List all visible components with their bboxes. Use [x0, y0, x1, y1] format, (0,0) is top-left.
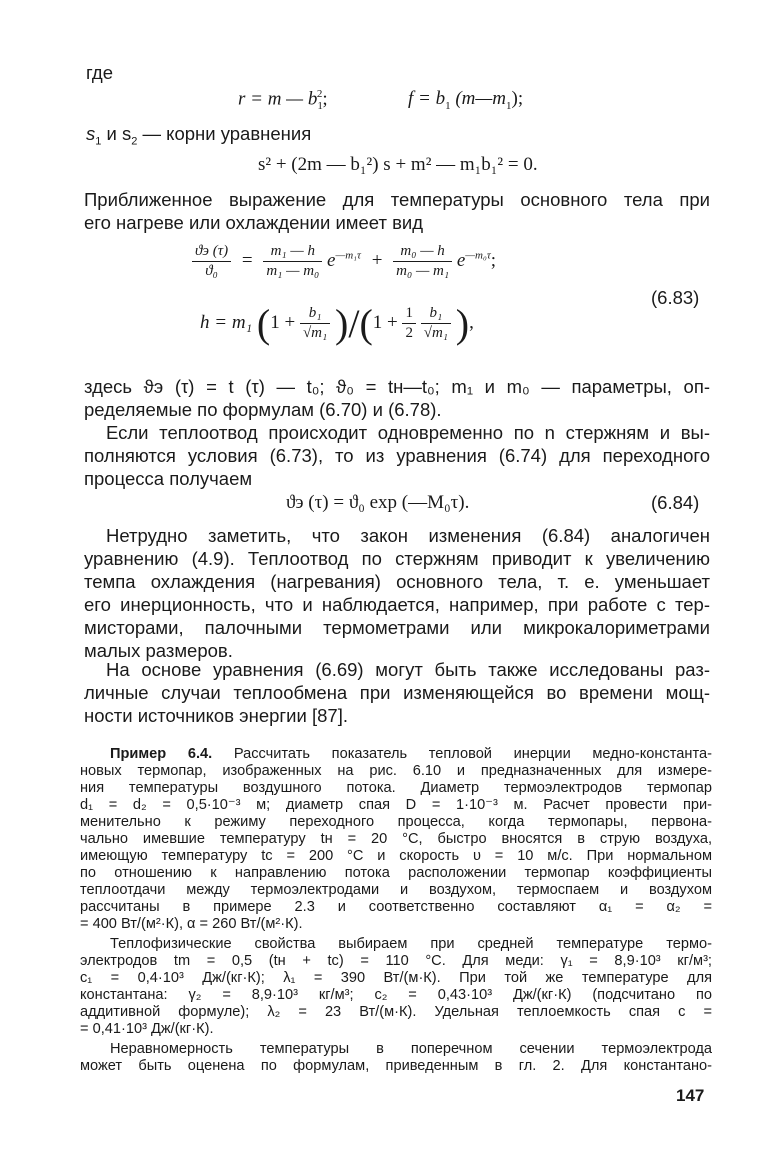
paragraph-line: процесса получаем: [84, 468, 253, 489]
example-line: = 0,41·10³ Дж/(кг·К).: [80, 1021, 214, 1037]
example-heading-line: Пример 6.4. Рассчитать показатель тепловой инерции медно-константа-: [110, 746, 712, 762]
example-line: новых термопар, изображенных на рис. 6.10 и предназначенных для измере-: [80, 763, 712, 779]
example-line: c₁ = 0,4·10³ Дж/(кг·К); λ₁ = 390 Вт/(м·К). При той же температуре для: [80, 970, 712, 986]
paragraph-line: темпа охлаждения (нагревания) основного тела, т. е. уменьшает: [84, 571, 710, 592]
example-line: рассчитаны в примере 2.3 и соответственно составляют α₁ = α₂ =: [80, 899, 712, 915]
paragraph-line: ределяемые по формулам (6.70) и (6.78).: [84, 399, 442, 420]
paragraph-line: мисторами, палочными термометрами или микрокалориметрами: [84, 617, 710, 638]
example-line: Неравномерность температуры в поперечном сечении термоэлектрода: [110, 1041, 712, 1057]
equation-r: r = m — $b_1^2$;: [238, 88, 328, 113]
example-line: константана: γ₂ = 8,9·10³ кг/м³; c₂ = 0,43·10³ Дж/(кг·К) (подсчитано по: [80, 987, 712, 1003]
example-line: d₁ = d₂ = 0,5·10⁻³ м; диаметр спая D = 1·10⁻³ м. Расчет провести при-: [80, 797, 712, 813]
example-title: Пример 6.4.: [110, 746, 213, 762]
formula-683-line1: $\frac{ϑэ (\tau)}{\text{ϑ₀}}$ = $\frac{\text{m₁ — h}}{\text{m₁ — m₀}}$ $e^{—m_1\tau}$ + $\frac{\text{m₀ — h}}{\text{m₀ — m₁}}$ $e^{—m_0\tau}$;: [192, 242, 496, 281]
quadratic-equation: s² + (2m — b₁²) s + m² — m₁b₁² = 0.: [258, 154, 538, 175]
example-line: электродов tm = 0,5 (tн + tс) = 110 °С. Для меди: γ₁ = 8,9·10³ кг/м³;: [80, 953, 712, 969]
paragraph-line: малых размеров.: [84, 640, 233, 661]
example-line: по отношению к направлению потока расположении термопар коэффициенты: [80, 865, 712, 881]
paragraph-line: здесь ϑэ (τ) = t (τ) — t₀; ϑ₀ = tн—t₀; m₁ и m₀ — параметры, оп-: [84, 376, 710, 397]
paragraph-line: полняются условия (6.73), то из уравнения (6.74) для переходного: [84, 445, 710, 466]
example-line: имеющую температуру tс = 200 °С и скорость υ = 10 м/с. При нормальном: [80, 848, 712, 864]
paragraph-line: уравнению (4.9). Теплоотвод по стержням приводит к увеличению: [84, 548, 710, 569]
example-line: Теплофизические свойства выбираем при средней температуре термо-: [110, 936, 712, 952]
paragraph-line: личные случаи теплообмена при изменяющейся во времени мощ-: [84, 682, 710, 703]
paragraph-line: его нагреве или охлаждении имеет вид: [84, 212, 424, 233]
paragraph-line: Приближенное выражение для температуры основного тела при: [84, 189, 710, 210]
paragraph-line: Нетрудно заметить, что закон изменения (6.84) аналогичен: [106, 525, 710, 546]
formula-683-line2: h = m₁ (1 + $\frac{\text{b₁}}{\text{√m₁}}$ )/(1 + $\frac{1}{2}$ $\frac{\text{b₁}}{\text{√m₁}}$ ),: [200, 301, 474, 346]
roots-line: $s_1$ и $s_2$ — корни уравнения: [86, 123, 312, 148]
paragraph-line: На основе уравнения (6.69) могут быть также исследованы раз-: [106, 659, 710, 680]
example-line: ния температуры воздушного потока. Диаметр термоэлектродов термопар: [80, 780, 712, 796]
example-line: чально имевшие температуру tн = 20 °С, быстро вносятся в струю воздуха,: [80, 831, 712, 847]
example-line: аддитивной формуле); λ₂ = 23 Вт/(м·К). Удельная теплоемкость спая c =: [80, 1004, 712, 1020]
example-line: = 400 Вт/(м²·К), α = 260 Вт/(м²·К).: [80, 916, 303, 932]
formula-6-84: ϑэ (τ) = ϑ₀ exp (—M₀τ).: [286, 492, 470, 513]
example-line: может быть оценена по формулам, приведенным в гл. 2. Для константано-: [80, 1058, 712, 1074]
equation-number-6-84: (6.84): [651, 492, 700, 513]
paragraph-line: ности источников энергии [87].: [84, 705, 348, 726]
example-line: менительно к режиму переходного процесса, когда термопары, первона-: [80, 814, 712, 830]
paragraph-line: его инерционность, что и наблюдается, например, при работе с тер-: [84, 594, 710, 615]
equation-f: $f = b_1$ $(m—m_1)$;: [408, 88, 524, 112]
paragraph-line: Если теплоотвод происходит одновременно по n стержням и вы-: [106, 422, 710, 443]
where-label: где: [86, 62, 114, 83]
equation-number-6-83: (6.83): [651, 287, 700, 308]
example-line: теплоотдачи между термоэлектродами и воздухом, термоспаем и воздухом: [80, 882, 712, 898]
page-number: 147: [676, 1086, 705, 1105]
